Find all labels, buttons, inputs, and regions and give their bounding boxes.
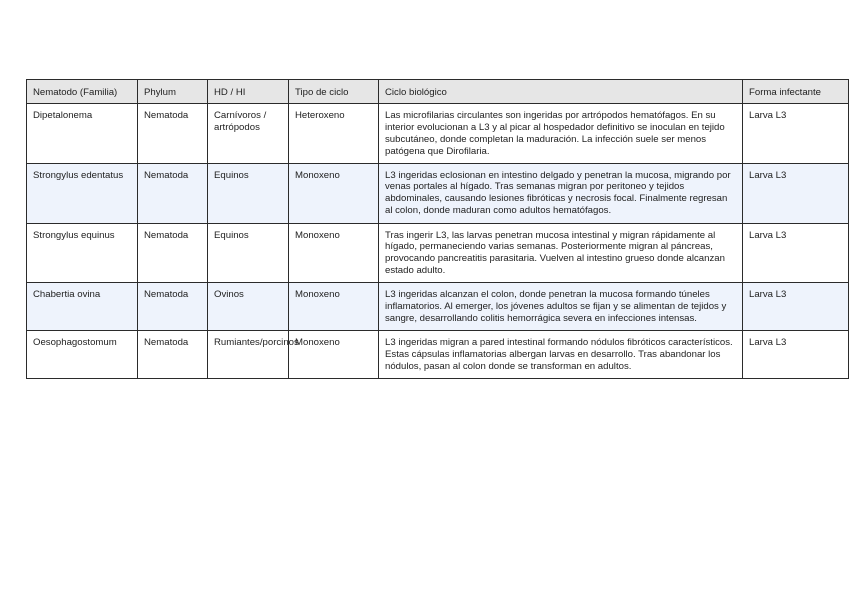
- header-ciclo-biologico: Ciclo biológico: [379, 80, 743, 104]
- cell-nematodo: Chabertia ovina: [27, 283, 138, 331]
- table-body: [27, 103, 849, 378]
- cell-forma-infectante: Larva L3: [743, 103, 849, 163]
- cell-hd-hi: Carnívoros / artrópodos: [208, 103, 289, 163]
- header-row: [27, 80, 849, 104]
- cell-hd-hi: Rumiantes/porcinos: [208, 331, 289, 379]
- cell-hd-hi: Equinos: [208, 223, 289, 283]
- table-row: [27, 331, 849, 379]
- cell-ciclo-biologico: Las microfilarias circulantes son ingeridas por artrópodos hematófagos. En su interior evolucionan a L3 y al picar al hospedador definitivo se inoculan en tejido subcutáneo, donde completan la maduración. La infección suele ser menos patógena que Dirofilaria.: [379, 103, 743, 163]
- header-phylum: Phylum: [138, 80, 208, 104]
- cell-tipo-ciclo: Monoxeno: [289, 331, 379, 379]
- cell-ciclo-biologico: L3 ingeridas alcanzan el colon, donde penetran la mucosa formando túneles inflamatorios. Al emerger, los jóvenes adultos se fijan y se alimentan de tejidos y sangre, desarrollando colitis hemorrágica severa en infecciones intensas.: [379, 283, 743, 331]
- cell-nematodo: Strongylus edentatus: [27, 163, 138, 223]
- cell-phylum: Nematoda: [138, 223, 208, 283]
- table-row: [27, 103, 849, 163]
- cell-ciclo-biologico: L3 ingeridas eclosionan en intestino delgado y penetran la mucosa, migrando por venas portales al hígado. Tras semanas migran por peritoneo y tejidos abdominales, causando lesiones fibróticas y necrosis focal. Finalmente regresan al colon, donde maduran como adultos hematófagos.: [379, 163, 743, 223]
- table-container: [26, 79, 822, 379]
- cell-nematodo: Strongylus equinus: [27, 223, 138, 283]
- cell-forma-infectante: Larva L3: [743, 283, 849, 331]
- header-tipo-ciclo: Tipo de ciclo: [289, 80, 379, 104]
- cell-nematodo: Dipetalonema: [27, 103, 138, 163]
- cell-phylum: Nematoda: [138, 331, 208, 379]
- cell-ciclo-biologico: Tras ingerir L3, las larvas penetran mucosa intestinal y migran rápidamente al hígado, permaneciendo varias semanas. Posteriormente migran al páncreas, provocando pancreatitis parasitaria. Vuelven al intestino grueso donde alcanzan estado adulto.: [379, 223, 743, 283]
- header-hd-hi: HD / HI: [208, 80, 289, 104]
- cell-phylum: Nematoda: [138, 163, 208, 223]
- nematode-table: [26, 79, 849, 379]
- cell-forma-infectante: Larva L3: [743, 331, 849, 379]
- cell-phylum: Nematoda: [138, 283, 208, 331]
- cell-tipo-ciclo: Heteroxeno: [289, 103, 379, 163]
- cell-phylum: Nematoda: [138, 103, 208, 163]
- cell-hd-hi: Ovinos: [208, 283, 289, 331]
- cell-forma-infectante: Larva L3: [743, 223, 849, 283]
- cell-forma-infectante: Larva L3: [743, 163, 849, 223]
- cell-tipo-ciclo: Monoxeno: [289, 163, 379, 223]
- table-row: [27, 223, 849, 283]
- table-header: [27, 80, 849, 104]
- header-forma-infectante: Forma infectante: [743, 80, 849, 104]
- cell-ciclo-biologico: L3 ingeridas migran a pared intestinal formando nódulos fibróticos característicos. Estas cápsulas inflamatorias albergan larvas en desarrollo. Tras abandonar los nódulos, pasan al colon donde se transforman en adultos.: [379, 331, 743, 379]
- table-row: [27, 283, 849, 331]
- cell-tipo-ciclo: Monoxeno: [289, 223, 379, 283]
- table-row: [27, 163, 849, 223]
- cell-tipo-ciclo: Monoxeno: [289, 283, 379, 331]
- cell-nematodo: Oesophagostomum: [27, 331, 138, 379]
- header-nematodo: Nematodo (Familia): [27, 80, 138, 104]
- cell-hd-hi: Equinos: [208, 163, 289, 223]
